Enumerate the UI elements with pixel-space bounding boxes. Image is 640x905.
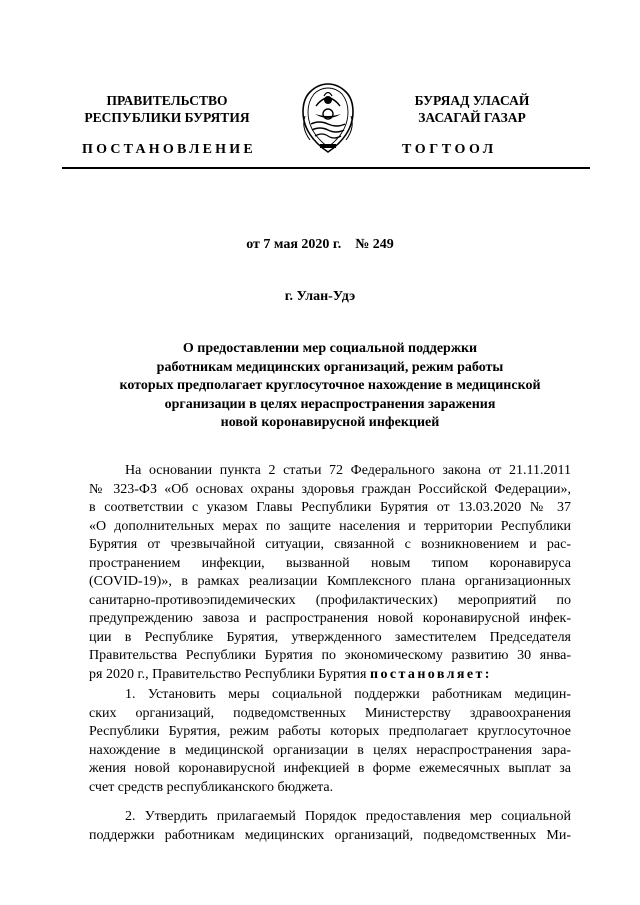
- preamble-line: Бурятия от чрезвычайной ситуации, связанной с возникновением и рас-: [89, 537, 571, 552]
- preamble-line: пространением инфекции, вызванной новым типом коронавируса: [89, 555, 571, 571]
- preamble-line: (COVID-19)», в рамках реализации Комплексного плана организационных: [89, 574, 571, 589]
- header-divider: [62, 167, 590, 169]
- preamble-line: санитарно-противоэпидемических (профилактических) мероприятий по: [89, 592, 571, 608]
- item-1-line: нахождение в медицинской организации в целях нераспространения зара-: [89, 742, 571, 758]
- item-2-paragraph: [89, 808, 571, 845]
- item-1-line: жения новой коронавирусной инфекцией в форме ежемесячных выплат за: [89, 761, 571, 776]
- subject-line: которых предполагает круглосуточное нахождение в медицинской: [119, 378, 541, 393]
- header-right-org: [372, 92, 572, 126]
- preamble-line-last: [89, 666, 571, 685]
- buryatia-emblem-icon: [296, 80, 360, 156]
- resolves-word: постановляет:: [370, 666, 492, 682]
- subject-line: работникам медицинских организаций, режим работы: [156, 359, 504, 375]
- item-1-line: Республики Бурятия, режим работы которых предполагает круглосуточное: [89, 724, 571, 739]
- preamble-line: предупреждению завоза и распространения новой коронавирусной инфек-: [89, 611, 571, 626]
- preamble-line: Правительства Республики Бурятия по экономическому развитию 30 янва-: [89, 648, 571, 663]
- item-1-line: ских организаций, подведомственных Министерству здравоохранения: [89, 705, 571, 721]
- header-left-line2: РЕСПУБЛИКИ БУРЯТИЯ: [84, 110, 250, 125]
- header-left-org: [62, 92, 272, 126]
- preamble-last-text: ря 2020 г., Правительство Республики Бурятия: [89, 666, 370, 682]
- item-1-line: 1. Установить меры социальной поддержки работникам медицин-: [125, 687, 571, 702]
- preamble-line: в соответствии с указом Главы Республики Бурятия от 13.03.2020 № 37: [89, 500, 571, 515]
- document-subject: [80, 340, 580, 433]
- document-city: г. Улан-Удэ: [284, 289, 356, 304]
- preamble-line: «О дополнительных мерах по защите населения и территории Республики: [89, 518, 571, 534]
- preamble-line: На основании пункта 2 статьи 72 Федерального закона от 21.11.2011: [125, 463, 571, 478]
- subject-line: новой коронавирусной инфекцией: [220, 415, 440, 430]
- header-left-doc-type: ПОСТАНОВЛЕНИЕ: [82, 142, 256, 157]
- item-2-line: поддержки работникам медицинских организаций, подведомственных Ми-: [89, 827, 571, 843]
- item-1-paragraph: [89, 686, 571, 797]
- preamble-line: № 323-ФЗ «Об основах охраны здоровья граждан Российской Федерации»,: [89, 481, 571, 497]
- header-right-doc-type: ТОГТООЛ: [402, 142, 497, 157]
- item-2-line: 2. Утвердить прилагаемый Порядок предоставления мер социальной: [125, 809, 571, 824]
- header-right-line2: ЗАСАГАЙ ГАЗАР: [418, 110, 526, 125]
- preamble-paragraph: [89, 462, 571, 684]
- document-date-number: [0, 237, 640, 253]
- item-1-line: счет средств республиканского бюджета.: [89, 779, 334, 795]
- subject-line: О предоставлении мер социальной поддержки: [182, 341, 478, 356]
- document-number: № 249: [355, 237, 394, 252]
- document-date: от 7 мая 2020 г.: [246, 237, 342, 252]
- preamble-line: ции в Республике Бурятия, утвержденного заместителем Председателя: [89, 629, 571, 645]
- subject-line: организации в целях нераспространения заражения: [164, 396, 496, 412]
- header-left-line1: ПРАВИТЕЛЬСТВО: [106, 93, 228, 108]
- header-right-line1: БУРЯАД УЛАСАЙ: [414, 93, 530, 108]
